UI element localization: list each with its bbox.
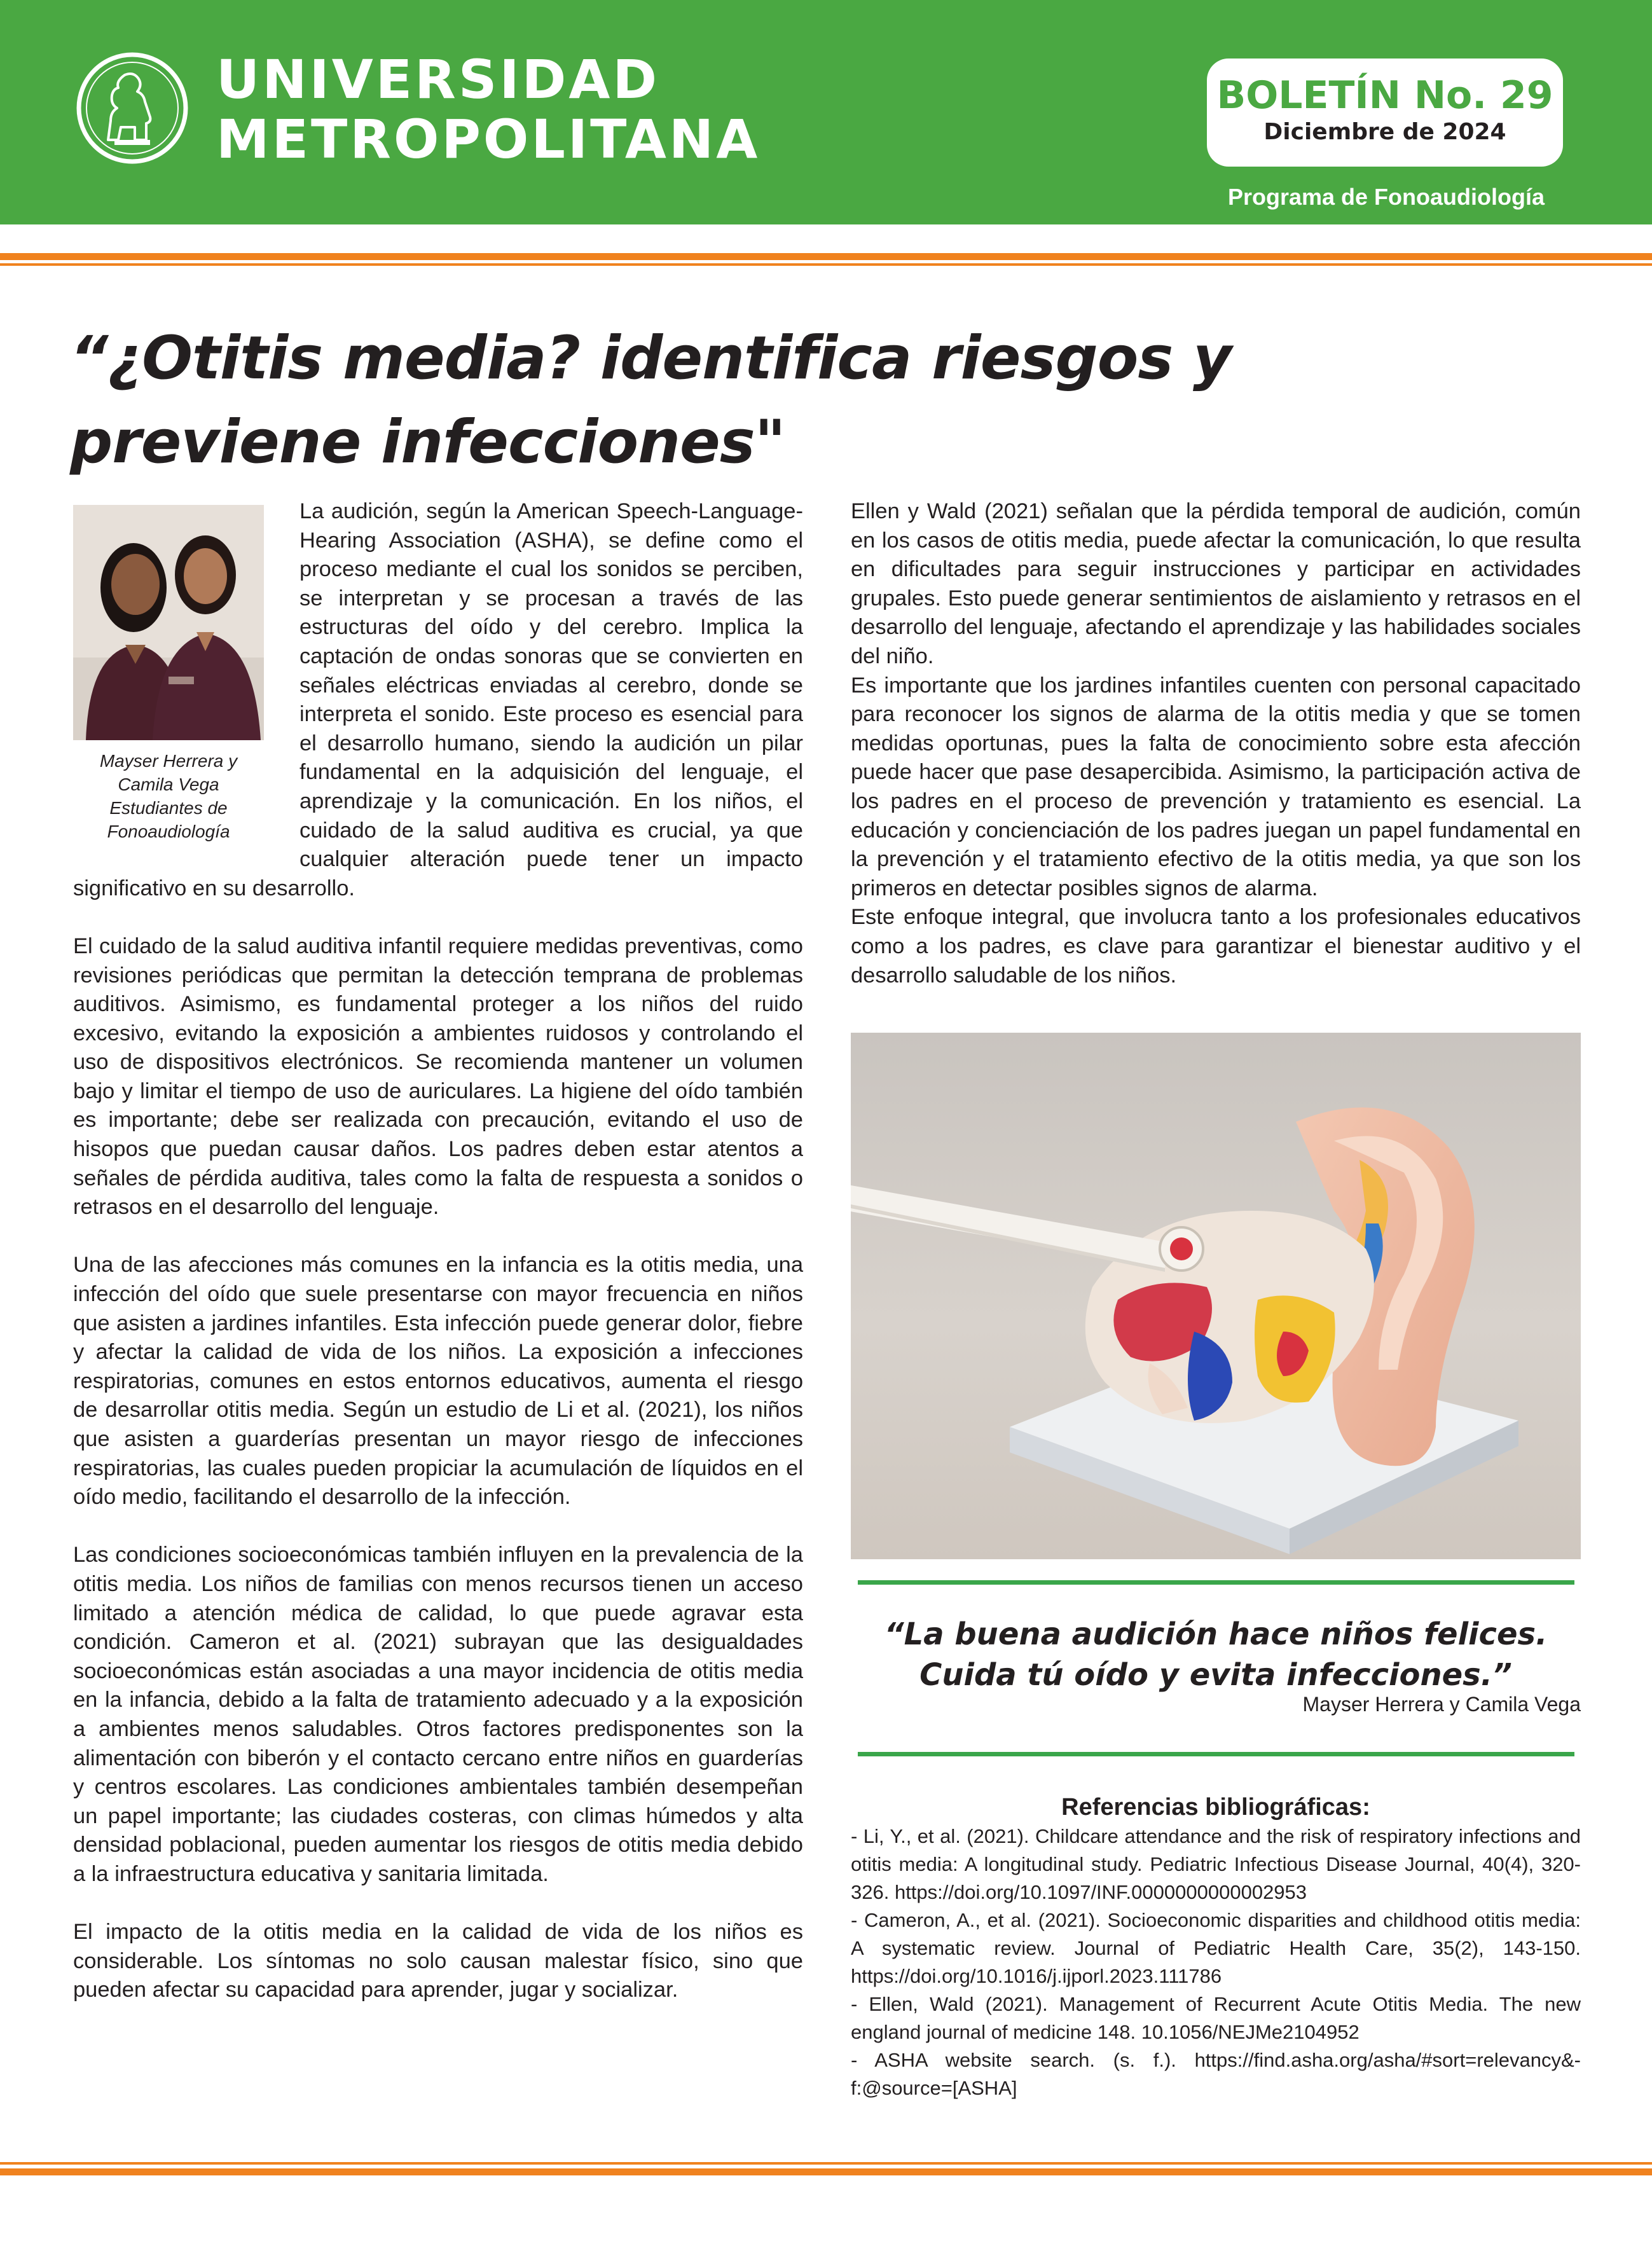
reference-item: - ASHA website search. (s. f.). https://find.asha.org/asha/#sort=relevancy&-f:@source=[ASHA] [851,2049,1581,2099]
pull-quote-author: Mayser Herrera y Camila Vega [1302,1693,1581,1716]
right-column [851,497,1581,990]
body-paragraph: Este enfoque integral, que involucra tanto a los profesionales educativos como a los padres, es clave para garantizar el bienestar auditivo y el desarrollo saludable de los niños. [851,905,1581,988]
footer-divider [0,2168,1652,2175]
university-logo-icon [75,51,189,165]
caption-line: Estudiantes de [109,798,228,818]
bulletin-badge [1207,59,1563,167]
reference-item: - Ellen, Wald (2021). Management of Recurrent Acute Otitis Media. The new england journal of medicine 148. 10.1056/NEJMe2104952 [851,1993,1581,2043]
caption-line: Mayser Herrera y [99,751,238,771]
body-paragraph: Es importante que los jardines infantiles cuenten con personal capacitado para reconocer los signos de alarma de la otitis media y que se tomen medidas oportunas, pues la falta de conocimiento sobre esta afección puede hacer que pase desapercibida. Asimismo, la participación activa de los padres en el proceso de prevención y tratamiento es esencial. La educación y concienciación de los padres juegan un papel fundamental en la prevención y el tratamiento efectivo de la otitis media, ya que son los primeros en detectar posibles signos de alarma. [851,673,1581,900]
body-paragraph: El impacto de la otitis media en la calidad de vida de los niños es considerable. Los síntomas no solo causan malestar físico, sino que pueden afectar su capacidad para aprender, jugar y socializar. [73,1920,803,2002]
bulletin-date: Diciembre de 2024 [1263,119,1506,145]
reference-item: - Li, Y., et al. (2021). Childcare attendance and the risk of respiratory infections and otitis media: A longitudinal study. Pediatric Infectious Disease Journal, 40(4), 320-326. https://doi.org/10.1097/INF.0000000000002953 [851,1825,1581,1903]
references-list [851,1822,1581,2102]
bulletin-number: BOLETÍN No. 29 [1216,73,1553,118]
university-name-line2: METROPOLITANA [216,108,761,170]
article-title-line2: previene infecciones" [70,408,785,477]
left-column [73,497,803,2034]
authors-photo-block [73,505,277,843]
body-paragraph: La audición, según la American Speech-Language-Hearing Association (ASHA), se define como el proceso mediante el cual los sonidos se perciben, se interpretan y se procesan a través de las estructuras del oído y del cerebro. Implica la captación de ondas sonoras que se convierten en señales eléctricas enviadas al cerebro, donde se interpreta el sonido. Este proceso es esencial para el desarrollo humano, siendo la audición un pilar fundamental en la adquisición del lenguaje, el aprendizaje y la comunicación. En los niños, el cuidado de la salud auditiva es crucial, ya que cualquier alteración puede tener un impacto significativo en su desarrollo. [73,499,803,900]
pull-quote [851,1614,1581,1695]
university-name-line1: UNIVERSIDAD [216,48,660,111]
body-paragraph: Una de las afecciones más comunes en la infancia es la otitis media, una infección del oído que suele presentarse con mayor frecuencia en niños que asisten a jardines infantiles. Esta infección puede generar dolor, fiebre y afectar la calidad de vida de los niños. La exposición a infecciones respiratorias, comunes en estos entornos educativos, aumenta el riesgo de desarrollar otitis media. Según un estudio de Li et al. (2021), los niños que asisten a guarderías presentan un mayor riesgo de infecciones respiratorias, las cuales pueden propiciar la acumulación de líquidos en el oído medio, facilitando el desarrollo de la infección. [73,1253,803,1510]
article-title [70,317,1278,485]
footer-divider-thin [0,2162,1652,2165]
caption-line: Fonoaudiología [107,822,230,841]
ear-model-image [851,1033,1581,1559]
quote-divider-bottom [858,1752,1574,1756]
references-title: Referencias bibliográficas: [1061,1794,1370,1821]
body-paragraph: El cuidado de la salud auditiva infantil requiere medidas preventivas, como revisiones periódicas que permitan la detección temprana de problemas auditivos. Asimismo, es fundamental proteger a los niños del ruido excesivo, evitando la exposición a ambientes ruidosos y controlando el uso de dispositivos electrónicos. Se recomienda mantener un volumen bajo y limitar el tiempo de uso de auriculares. La higiene del oído también es importante; debe ser realizada con precaución, evitando el uso de hisopos que puedan causar daños. Los padres deben estar atentos a señales de pérdida auditiva, tales como la falta de respuesta a sonidos o retrasos en el desarrollo del lenguaje. [73,934,803,1220]
caption-line: Camila Vega [118,775,219,794]
quote-divider-top [858,1580,1574,1585]
header-divider-thin [0,263,1652,266]
header-divider [0,253,1652,260]
pull-quote-line2: Cuida tú oído y evita infecciones.” [919,1657,1512,1693]
body-paragraph: Ellen y Wald (2021) señalan que la pérdida temporal de audición, común en los casos de otitis media, puede afectar la comunicación, lo que resulta en dificultades para seguir instrucciones y participar en actividades grupales. Esto puede generar sentimientos de aislamiento y retrasos en el desarrollo del lenguaje, afectando el aprendizaje y las habilidades sociales del niño. [851,499,1581,668]
pull-quote-line1: “La buena audición hace niños felices. [884,1616,1548,1652]
authors-photo-illustration [73,505,264,740]
reference-item: - Cameron, A., et al. (2021). Socioeconomic disparities and childhood otitis media: A systematic review. Journal of Pediatric Health Care, 35(2), 143-150. https://doi.org/10.1016/j.ijporl.2023.111786 [851,1909,1581,1987]
university-name [216,50,760,169]
authors-photo [73,505,264,740]
article-title-line1: “¿Otitis media? identifica riesgos y [70,324,1232,393]
body-paragraph: Las condiciones socioeconómicas también influyen en la prevalencia de la otitis media. Los niños de familias con menos recursos tienen un acceso limitado a atención médica de calidad, lo que puede agravar esta condición. Cameron et al. (2021) subrayan que las desigualdades socioeconómicas están asociadas a una mayor incidencia de otitis media en la infancia, debido a la falta de tratamiento adecuado y a la exposición a ambientes menos saludables. Otros factores predisponentes son la alimentación con biberón y el contacto cercano entre niños en guarderías y centros escolares. Las condiciones ambientales también desempeñan un papel importante; las ciudades costeras, con climas húmedos y alta densidad poblacional, pueden aumentar los riesgos de otitis media debido a la infraestructura educativa y sanitaria limitada. [73,1543,803,1886]
authors-photo-caption [73,749,264,843]
header-banner [0,0,1652,224]
program-name: Programa de Fonoaudiología [1227,184,1545,210]
